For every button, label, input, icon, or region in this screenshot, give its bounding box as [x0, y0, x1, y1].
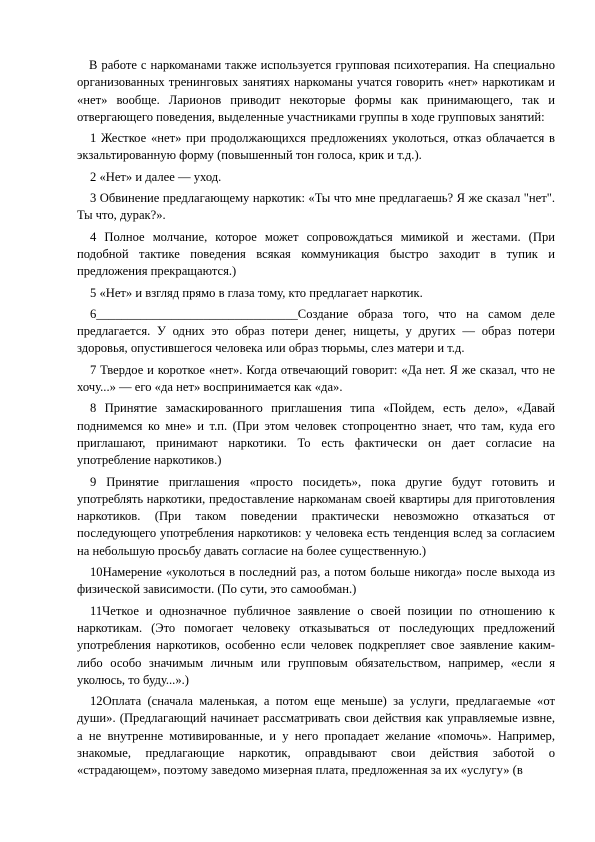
list-item: 10Намерение «уколоться в последний раз, а потом больше никогда» после выхода из физической зависимости. (По сути, это самообман.) [77, 565, 555, 597]
list-item: 7 Твердое и короткое «нет». Когда отвечающий говорит: «Да нет. Я же сказал, что не хочу...» — его «да нет» воспринимается как «да». [77, 362, 555, 395]
list-item: 6________________________________Создание образа того, что на самом деле предлагается. У одних это образ потери денег, нищеты, у других — образ потери здоровья, опустившегося человека или образ тюрьмы, слез матери и т.д. [77, 306, 555, 356]
list-item: 9 Принятие приглашения «просто посидеть», пока другие будут готовить и употреблять наркотики, предоставление наркоманам своей квартиры для приготовления наркотиков. (При таком поведении практически невозможно отказаться от последующего употребления наркотиков: у человека есть тенденция вслед за согласием на небольшую просьбу давать согласие на более существенную.) [77, 474, 555, 558]
list-item: 1 Жесткое «нет» при продолжающихся предложениях уколоться, отказ облачается в экзальтированную форму (повышенный тон голоса, крик и т.д.). [77, 131, 555, 163]
intro-paragraph: В работе с наркоманами также используется групповая психотерапия. На специально организованных тренинговых занятиях наркоманы учатся говорить «нет» наркотикам и «нет» вообще. Ларионов приводит некоторые формы как принимающего, так и отвергающего поведения, выделенные участниками группы в ходе групповых занятий: [77, 58, 555, 124]
document-page [77, 57, 555, 780]
list-item: 11Четкое и однозначное публичное заявление о своей позиции по отношению к наркотикам. (Это помогает человеку отказываться от последующих предложений употребления наркотиков, особенно если человек подкрепляет свое заявление каким-либо особо значимым личным или групповым обязательством, например, «если я уколюсь, то буду...».) [77, 603, 555, 687]
list-item: 5 «Нет» и взгляд прямо в глаза тому, кто предлагает наркотик. [90, 285, 423, 300]
list-item: 2 «Нет» и далее — уход. [90, 169, 222, 184]
list-item: 4 Полное молчание, которое может сопровождаться мимикой и жестами. (При подобной тактике поведения всякая коммуникация быстро заходит в тупик и предложения прекращаются.) [77, 229, 555, 279]
list-item: 8 Принятие замаскированного приглашения типа «Пойдем, есть дело», «Давай поднимемся ко мне» и т.п. (При этом человек стопроцентно знает, что там, куда его приглашают, принимают наркотики. То есть фактически он дает согласие на употребление наркотиков.) [77, 401, 555, 468]
list-item: 12Оплата (сначала маленькая, а потом еще меньше) за услуги, предлагаемые «от души». (Предлагающий начинает рассматривать свои действия как управляемые извне, а не внутренне мотивированные, и у него пропадает желание «помочь». Например, знакомые, предлагающие наркотик, оправдывают свои действия заботой о «страдающем», поэтому заведомо мизерная плата, предложенная за их «услугу» (в [77, 694, 555, 778]
list-item: 3 Обвинение предлагающему наркотик: «Ты что мне предлагаешь? Я же сказал "нет". Ты что, дурак?». [77, 191, 555, 223]
